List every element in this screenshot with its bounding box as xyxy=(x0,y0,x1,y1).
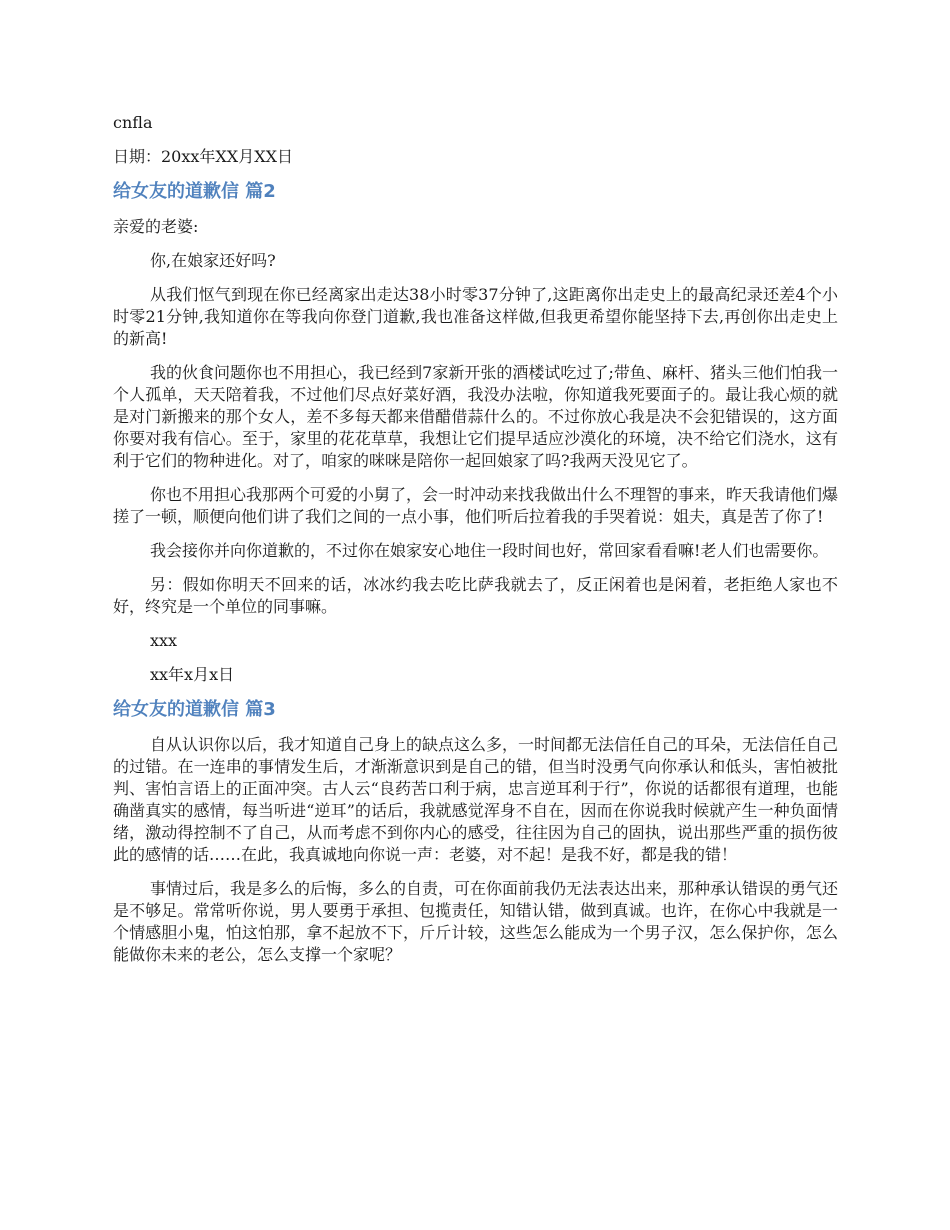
paragraph: 我会接你并向你道歉的，不过你在娘家安心地住一段时间也好，常回家看看嘛!老人们也需要你。 xyxy=(150,541,829,560)
paragraph: 另：假如你明天不回来的话，冰冰约我去吃比萨我就去了，反正闲着也是闲着，老拒绝人家也不好，终究是一个单位的同事嘛。 xyxy=(113,575,838,616)
date-line: 日期：20xx年XX月XX日 xyxy=(113,147,293,166)
paragraph: 你也不用担心我那两个可爱的小舅了，会一时冲动来找我做出什么不理智的事来，昨天我请他们爆搓了一顿，顺便向他们讲了我们之间的一点小事，他们听后拉着我的手哭着说：姐夫，真是苦了你了! xyxy=(113,485,839,526)
paragraph: 事情过后，我是多么的后悔，多么的自责，可在你面前我仍无法表达出来，那种承认错误的勇气还是不够足。常常听你说，男人要勇于承担、包揽责任，知错认错，做到真诚。也许，在你心中我就是一个情感胆小鬼，怕这怕那，拿不起放不下，斤斤计较，这些怎么能成为一个男子汉，怎么保护你，怎么能做你未来的老公，怎么支撑一个家呢？ xyxy=(113,879,839,964)
salutation: 亲爱的老婆: xyxy=(113,217,199,236)
section-2-title: 给女友的道歉信 篇2 xyxy=(113,181,276,202)
signature-date: xx年x月x日 xyxy=(150,665,235,684)
paragraph: 自从认识你以后，我才知道自己身上的缺点这么多，一时间都无法信任自己的耳朵，无法信任自己的过错。在一连串的事情发生后，才渐渐意识到是自己的错，但当时没勇气向你承认和低头，害怕被批判、害怕言语上的正面冲突。古人云“良药苦口利于病，忠言逆耳利于行”，你说的话都很有道理，也能确凿真实的感情，每当听进“逆耳”的话后，我就感觉浑身不自在，因而在你说我时候就产生一种负面情绪，激动得控制不了自己，从而考虑不到你内心的感受，往往因为自己的固执，说出那些严重的损伤彼此的感情的话……在此，我真诚地向你说一声：老婆，对不起！是我不好，都是我的错！ xyxy=(113,735,839,864)
paragraph: 你,在娘家还好吗? xyxy=(150,251,276,270)
paragraph: 从我们怄气到现在你已经离家出走达38小时零37分钟了,这距离你出走史上的最高纪录还差4个小时零21分钟,我知道你在等我向你登门道歉,我也准备这样做,但我更希望你能坚持下去,再创你出走史上的新高! xyxy=(113,285,838,348)
document-page xyxy=(113,112,838,978)
author-line: cnfla xyxy=(113,113,153,132)
section-3-title: 给女友的道歉信 篇3 xyxy=(113,699,276,720)
signature: xxx xyxy=(150,631,178,650)
paragraph: 我的伙食问题你也不用担心，我已经到7家新开张的酒楼试吃过了;带鱼、麻杆、猪头三他们怕我一个人孤单，天天陪着我，不过他们尽点好菜好酒，我没办法啦，你知道我死要面子的。最让我心烦的就是对门新搬来的那个女人，差不多每天都来借醋借蒜什么的。不过你放心我是决不会犯错误的，这方面你要对我有信心。至于，家里的花花草草，我想让它们提早适应沙漠化的环境，决不给它们浇水，这有利于它们的物种进化。对了，咱家的咪咪是陪你一起回娘家了吗?我两天没见它了。 xyxy=(113,363,838,470)
